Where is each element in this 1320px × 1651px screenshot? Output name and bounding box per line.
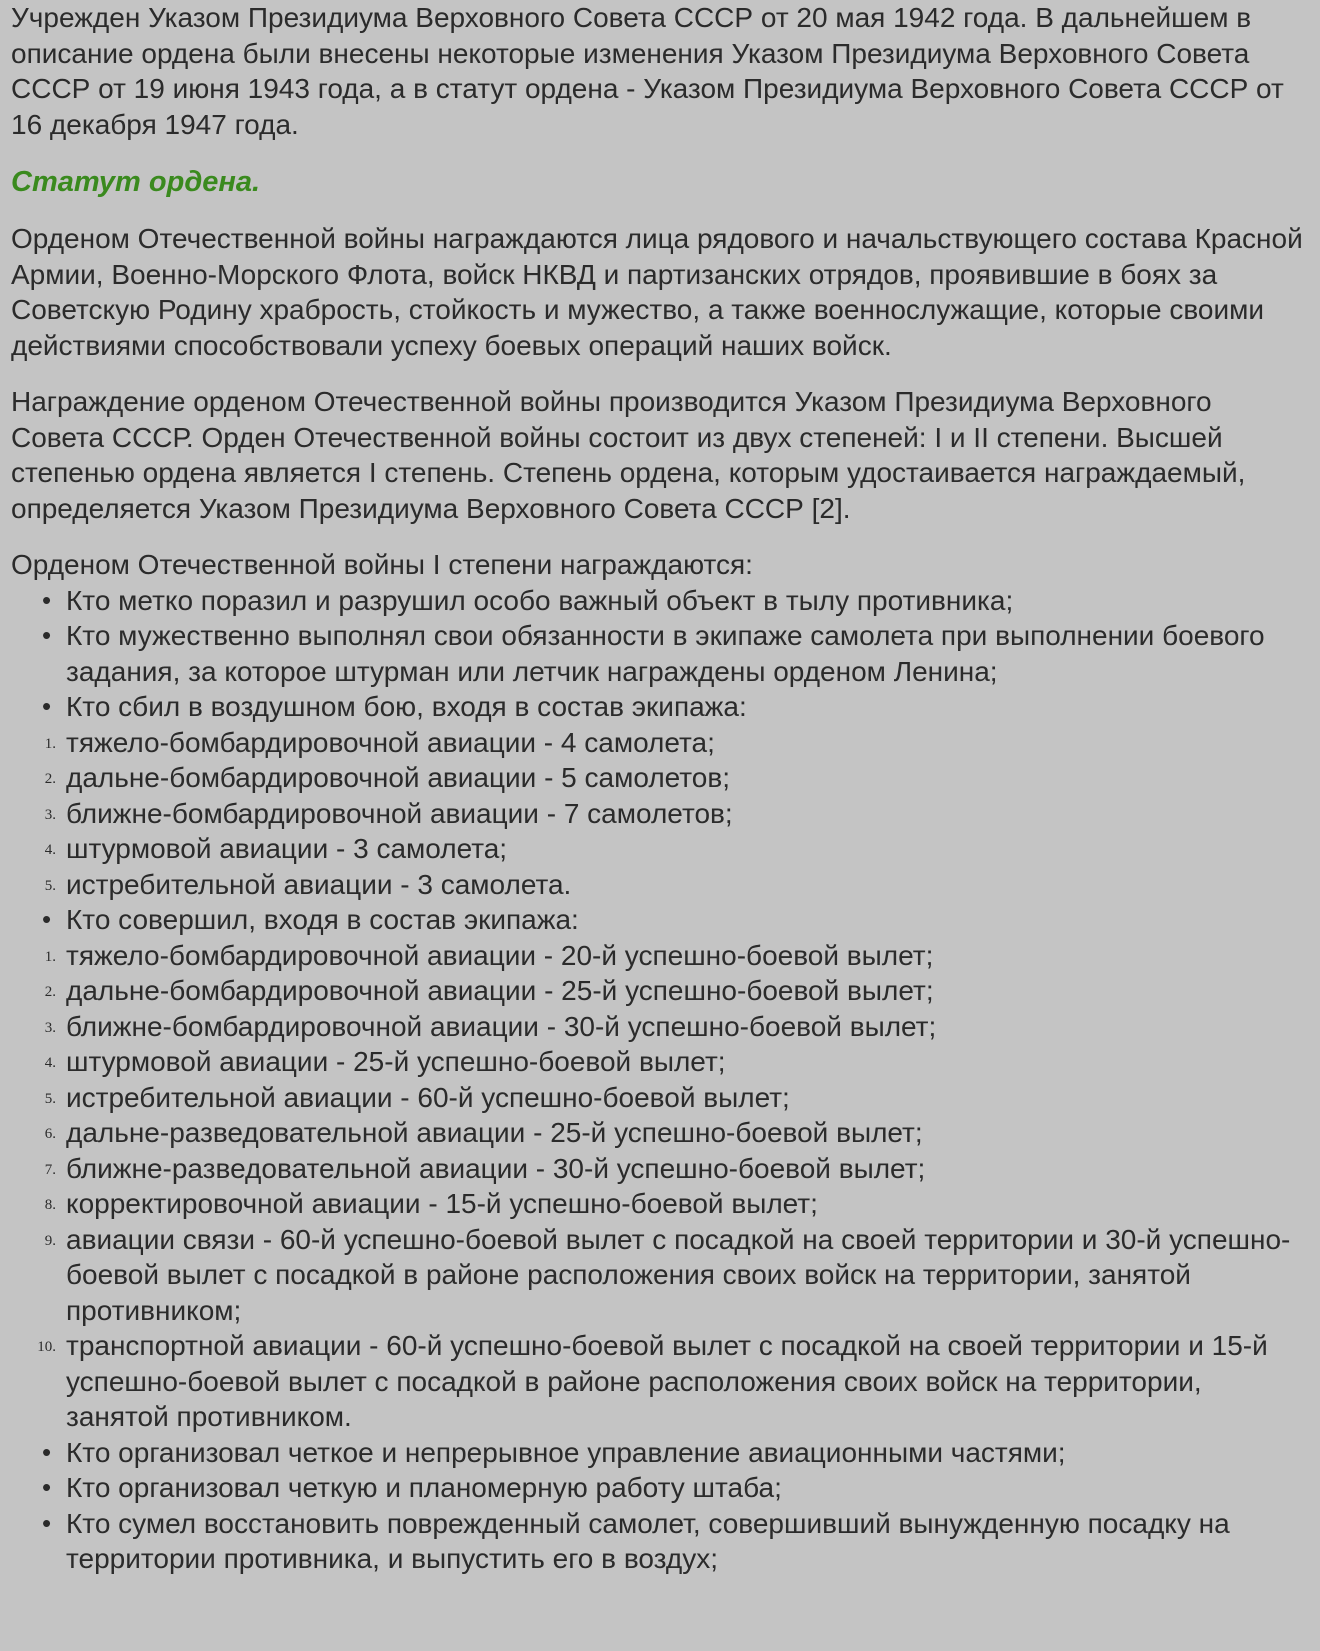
- item-number: 5.: [44, 1090, 56, 1107]
- item-text: авиации связи - 60-й успешно-боевой вылет с посадкой на своей территории и 30-й успешно-боевой вылет с посадкой в районе расположения своих войск на территории, занятой противником;: [66, 1223, 1291, 1326]
- list-item: [44, 1151, 1312, 1187]
- item-number: 1.: [44, 948, 56, 965]
- item-number: 3.: [44, 1019, 56, 1036]
- item-number: 1.: [44, 735, 56, 752]
- item-text: дальне-бомбардировочной авиации - 25-й успешно-боевой вылет;: [66, 975, 934, 1006]
- bullet-list-3: [11, 1435, 1312, 1577]
- list-item: [44, 973, 1312, 1009]
- intro-paragraph: Учрежден Указом Президиума Верховного Совета СССР от 20 мая 1942 года. В дальнейшем в описание ордена были внесены некоторые изменения Указом Президиума Верховного Совета СССР от 19 июня 1943 года, а в статут ордена - Указом Президиума Верховного Совета СССР от 16 декабря 1947 года.: [11, 2, 1284, 140]
- item-number: 2.: [44, 771, 56, 787]
- item-text: ближне-бомбардировочной авиации - 7 самолетов;: [66, 797, 733, 829]
- list-item: • Кто организовал четкую и планомерную работу штаба;: [66, 1470, 1312, 1506]
- item-number: 8.: [44, 1197, 56, 1213]
- numbered-list-aircraft: [11, 725, 1312, 903]
- item-number: 9.: [44, 1232, 56, 1249]
- list-item: [44, 1115, 1312, 1151]
- item-text: ближне-разведовательной авиации - 30-й успешно-боевой вылет;: [66, 1152, 926, 1184]
- item-text: дальне-бомбардировочной авиации - 5 самолетов;: [66, 762, 731, 793]
- list-item: • Кто мужественно выполнял свои обязанности в экипаже самолета при выполнении боевого задания, за которое штурман или летчик награждены орденом Ленина;: [66, 618, 1312, 689]
- list-item: [44, 1044, 1312, 1080]
- paragraph-3: Орденом Отечественной войны I степени награждаются:: [11, 549, 753, 580]
- list-item: [44, 938, 1312, 974]
- bullet-list-2: [11, 902, 1312, 938]
- item-text: корректировочной авиации - 15-й успешно-боевой вылет;: [66, 1188, 818, 1219]
- paragraph-2: Награждение орденом Отечественной войны производится Указом Президиума Верховного Совета СССР. Орден Отечественной войны состоит из двух степеней: I и II степени. Высшей степенью ордена является I степень. Степень ордена, которым удостаивается награждаемый, определяется Указом Президиума Верховного Совета СССР [2].: [11, 386, 1246, 524]
- item-number: 4.: [44, 842, 56, 858]
- item-number: 10.: [37, 1339, 56, 1355]
- item-number: 2.: [44, 984, 56, 1000]
- list-item: [44, 796, 1312, 832]
- list-item: [44, 725, 1312, 761]
- list-item: • Кто метко поразил и разрушил особо важный объект в тылу противника;: [66, 583, 1312, 619]
- numbered-list-sorties: [11, 938, 1312, 1435]
- item-text: истребительной авиации - 60-й успешно-боевой вылет;: [66, 1081, 790, 1113]
- list-item: [44, 1222, 1312, 1329]
- item-text: транспортной авиации - 60-й успешно-боевой вылет с посадкой на своей территории и 15-й успешно-боевой вылет с посадкой в районе расположения своих войск на территории, занятой противником.: [66, 1330, 1268, 1432]
- item-number: 4.: [44, 1055, 56, 1071]
- item-number: 5.: [44, 877, 56, 894]
- item-number: 3.: [44, 806, 56, 823]
- list-item: [44, 867, 1312, 903]
- item-text: тяжело-бомбардировочной авиации - 20-й успешно-боевой вылет;: [66, 939, 934, 971]
- list-item: • Кто совершил, входя в состав экипажа:: [66, 902, 1312, 938]
- list-item: • Кто сбил в воздушном бою, входя в состав экипажа:: [66, 689, 1312, 725]
- list-item: [44, 1080, 1312, 1116]
- list-item: [44, 1009, 1312, 1045]
- section-title: Статут ордена.: [11, 166, 261, 198]
- item-text: истребительной авиации - 3 самолета.: [66, 868, 572, 900]
- item-text: штурмовой авиации - 25-й успешно-боевой вылет;: [66, 1046, 726, 1077]
- list-item: • Кто организовал четкое и непрерывное управление авиационными частями;: [66, 1435, 1312, 1471]
- item-text: дальне-разведовательной авиации - 25-й успешно-боевой вылет;: [66, 1117, 923, 1148]
- list-item: • Кто сумел восстановить поврежденный самолет, совершивший вынужденную посадку на территории противника, и выпустить его в воздух;: [66, 1506, 1312, 1577]
- paragraph-1: Орденом Отечественной войны награждаются лица рядового и начальствующего состава Красной Армии, Военно-Морского Флота, войск НКВД и партизанских отрядов, проявившие в боях за Советскую Родину храбрость, стойкость и мужество, а также военнослужащие, которые своими действиями способствовали успеху боевых операций наших войск.: [11, 223, 1303, 361]
- item-text: штурмовой авиации - 3 самолета;: [66, 833, 508, 864]
- item-number: 6.: [44, 1126, 56, 1142]
- list-item: [44, 831, 1312, 867]
- item-text: тяжело-бомбардировочной авиации - 4 самолета;: [66, 726, 715, 758]
- list-item: [44, 760, 1312, 796]
- list-item: [37, 1328, 1312, 1435]
- bullet-list-1: [11, 583, 1312, 725]
- list-item: [44, 1186, 1312, 1222]
- item-text: ближне-бомбардировочной авиации - 30-й успешно-боевой вылет;: [66, 1010, 937, 1042]
- item-number: 7.: [44, 1161, 56, 1178]
